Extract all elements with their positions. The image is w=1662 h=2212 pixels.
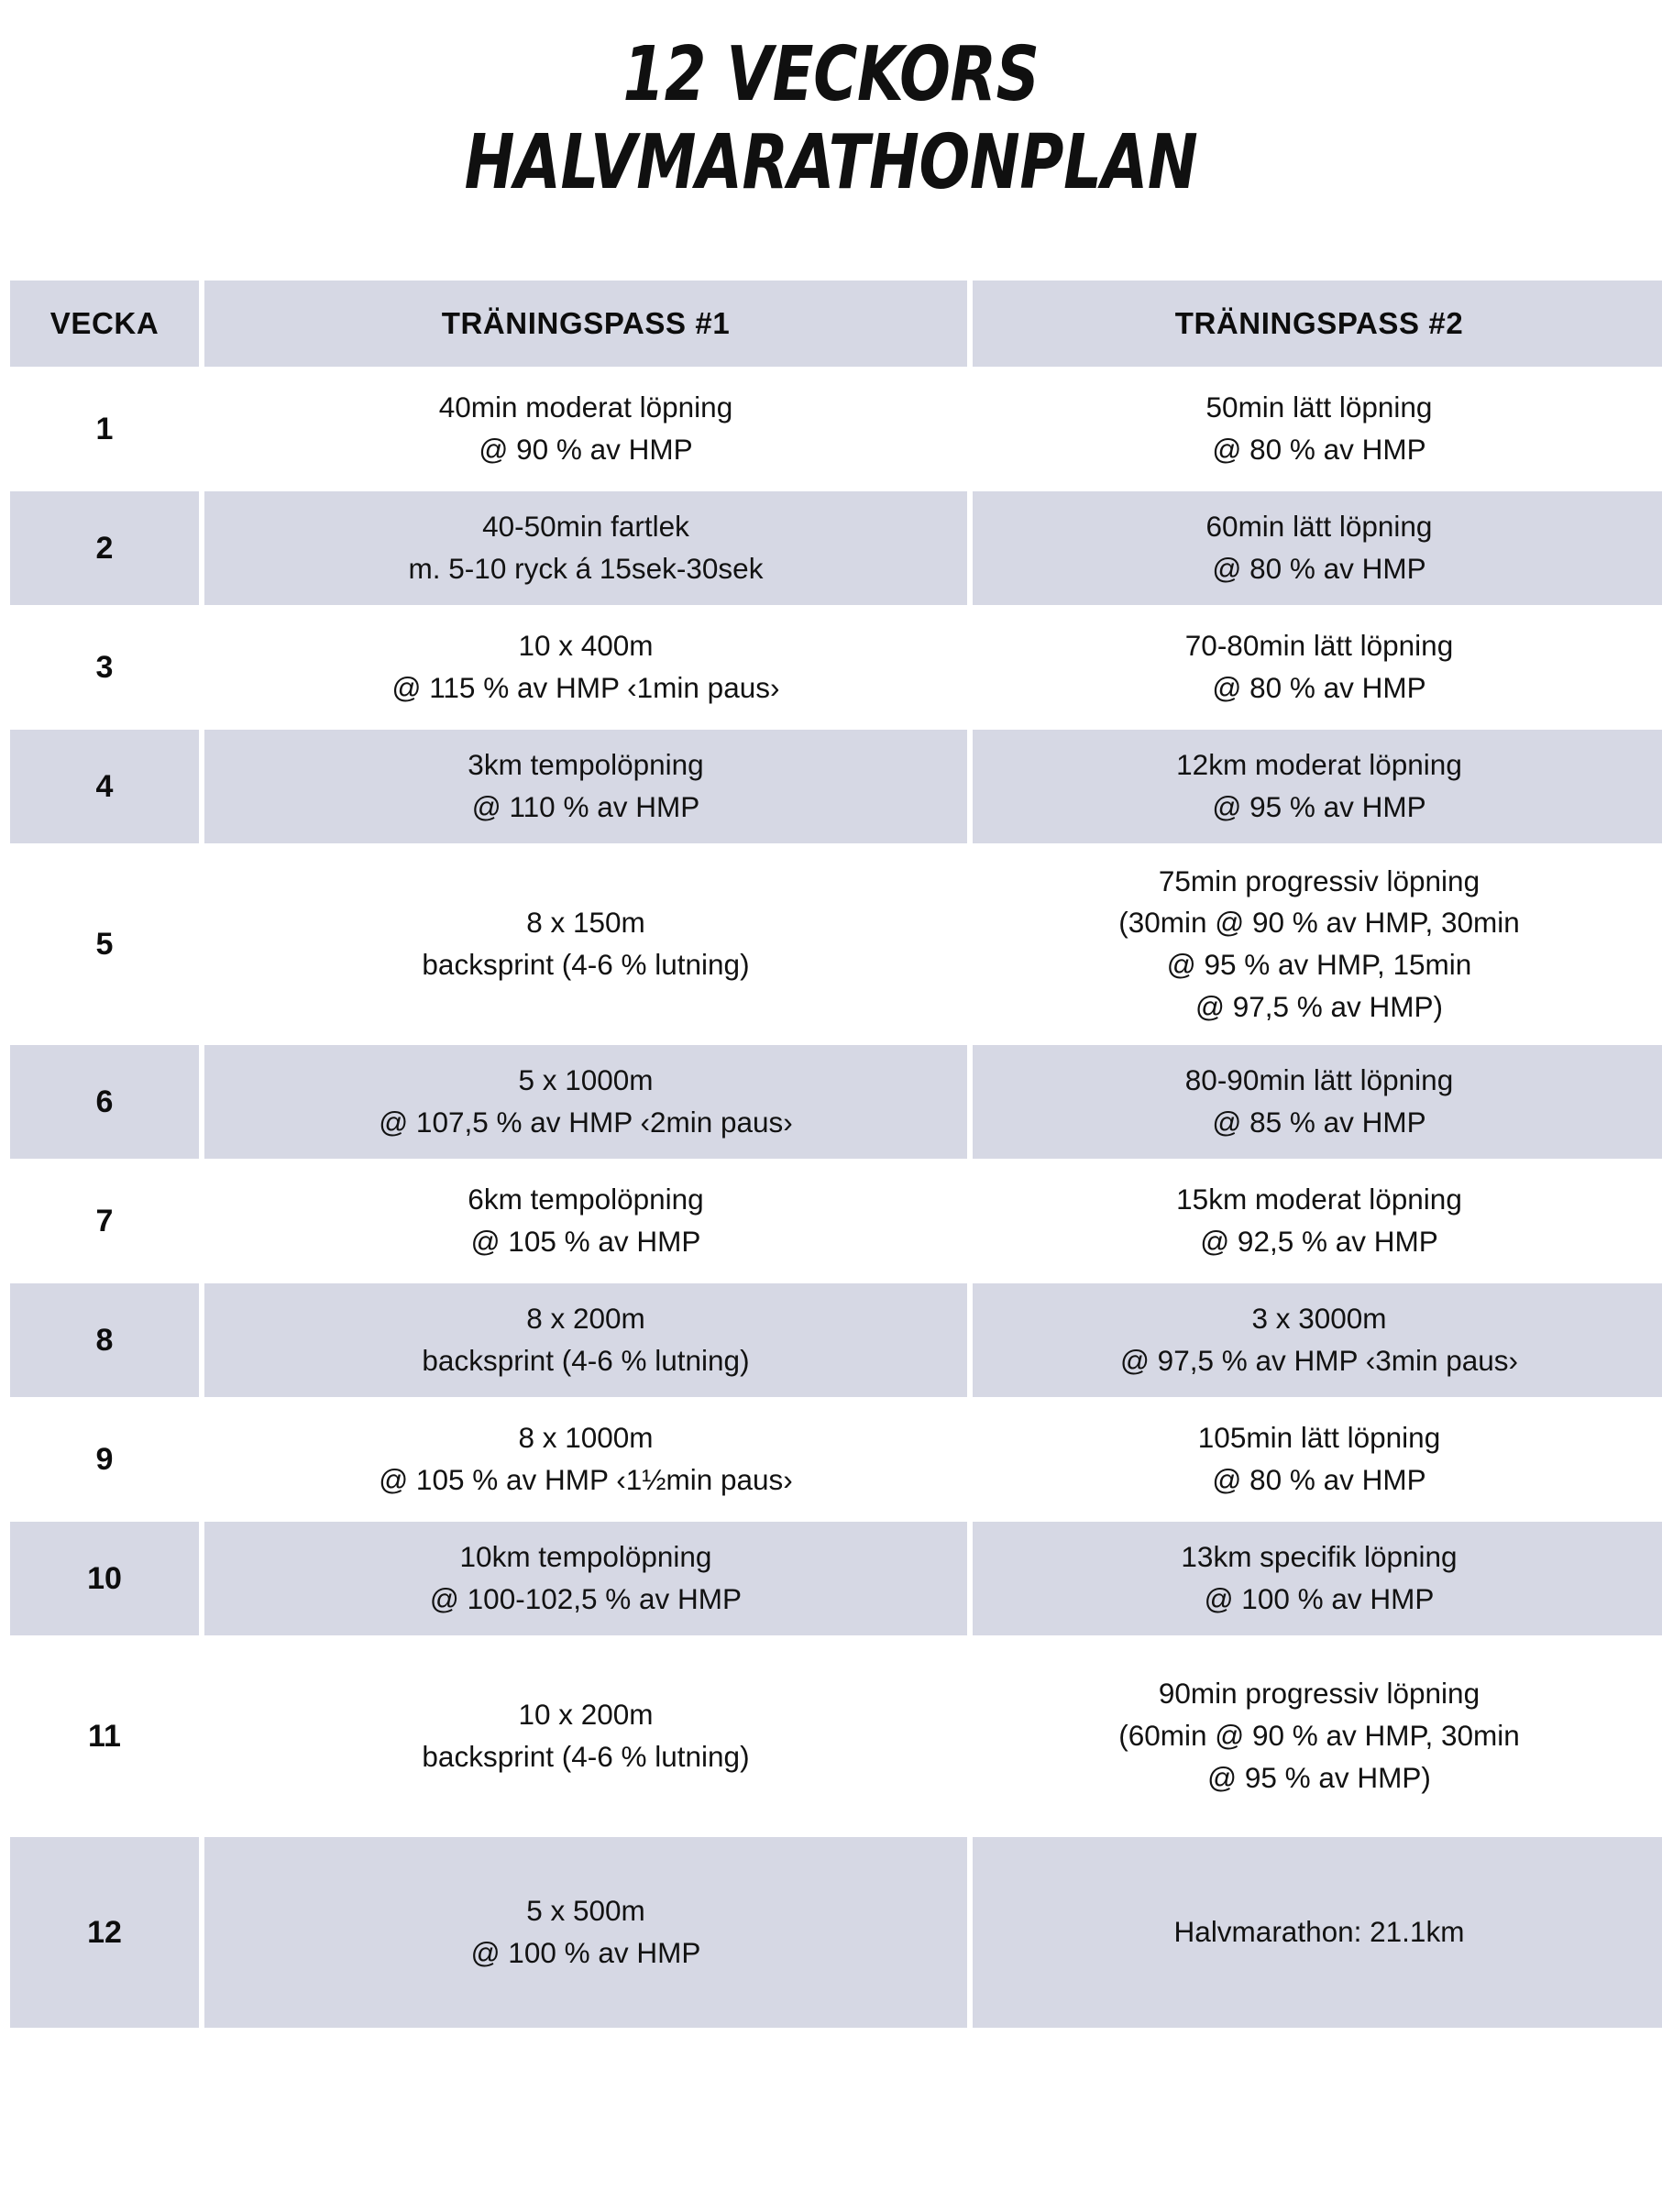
table-row xyxy=(10,1641,1662,1832)
training-plan-table xyxy=(5,275,1662,2033)
table-row xyxy=(10,1522,1662,1635)
session-line: 75min progressiv löpning xyxy=(1158,864,1480,897)
session-line: 40-50min fartlek xyxy=(482,510,689,544)
session-line: @ 100-102,5 % av HMP xyxy=(429,1582,743,1615)
session-line: (60min @ 90 % av HMP, 30min xyxy=(1118,1719,1520,1753)
session-2-cell xyxy=(973,491,1662,605)
session-line: @ 80 % av HMP xyxy=(1212,671,1426,704)
session-line: @ 90 % av HMP xyxy=(479,433,693,466)
table-row xyxy=(10,1164,1662,1278)
week-number-cell: 10 xyxy=(10,1522,199,1635)
session-1-cell xyxy=(204,1283,967,1397)
page-title xyxy=(0,31,1662,207)
table-row xyxy=(10,849,1662,1040)
session-1-cell xyxy=(204,611,967,724)
session-line: 80-90min lätt löpning xyxy=(1184,1063,1454,1097)
session-line: 8 x 150m xyxy=(526,906,645,940)
week-number-cell: 6 xyxy=(10,1045,199,1159)
session-line: @ 95 % av HMP xyxy=(1212,790,1426,823)
session-1-cell xyxy=(204,1837,967,2028)
session-line: 6km tempolöpning xyxy=(468,1183,704,1216)
session-line: @ 115 % av HMP ‹1min paus› xyxy=(391,671,780,704)
session-2-cell xyxy=(973,849,1662,1040)
table-row xyxy=(10,372,1662,486)
session-line: 60min lätt löpning xyxy=(1205,510,1433,544)
session-2-cell xyxy=(973,1283,1662,1397)
session-line: backsprint (4-6 % lutning) xyxy=(422,948,750,981)
session-line: @ 110 % av HMP xyxy=(471,790,700,823)
table-row xyxy=(10,730,1662,843)
session-line: 5 x 500m xyxy=(526,1894,645,1928)
session-line: @ 107,5 % av HMP ‹2min paus› xyxy=(379,1106,793,1139)
table-row xyxy=(10,1403,1662,1516)
session-1-cell xyxy=(204,1164,967,1278)
week-number-cell: 8 xyxy=(10,1283,199,1397)
week-number-cell: 2 xyxy=(10,491,199,605)
session-1-cell xyxy=(204,491,967,605)
page-title-line-1: 12 VECKORS xyxy=(622,31,1040,118)
table-row xyxy=(10,1283,1662,1397)
session-1-cell xyxy=(204,1641,967,1832)
session-2-cell xyxy=(973,1164,1662,1278)
session-2-cell xyxy=(973,1837,1662,2028)
session-line: @ 80 % av HMP xyxy=(1212,433,1426,466)
session-1-cell xyxy=(204,730,967,843)
column-header-session-2: TRÄNINGSPASS #2 xyxy=(973,281,1662,367)
session-line: 10 x 200m xyxy=(518,1698,654,1732)
table-row xyxy=(10,1837,1662,2028)
session-line: 105min lätt löpning xyxy=(1197,1421,1441,1455)
session-line: (30min @ 90 % av HMP, 30min xyxy=(1118,906,1520,940)
week-number-cell: 9 xyxy=(10,1403,199,1516)
table-header xyxy=(10,281,1662,367)
session-2-cell xyxy=(973,730,1662,843)
session-line: Halvmarathon: 21.1km xyxy=(1173,1915,1465,1949)
table-body xyxy=(10,372,1662,2028)
session-line: 15km moderat löpning xyxy=(1176,1183,1462,1216)
session-line: @ 97,5 % av HMP) xyxy=(1194,989,1444,1023)
column-header-session-1: TRÄNINGSPASS #1 xyxy=(204,281,967,367)
session-line: @ 80 % av HMP xyxy=(1212,1463,1426,1496)
week-number-cell: 3 xyxy=(10,611,199,724)
session-2-cell xyxy=(973,1403,1662,1516)
session-2-cell xyxy=(973,611,1662,724)
session-line: 70-80min lätt löpning xyxy=(1184,629,1454,663)
session-line: 8 x 200m xyxy=(526,1302,645,1336)
page-title-line-2: HALVMARATHONPLAN xyxy=(464,118,1198,206)
table-row xyxy=(10,1045,1662,1159)
session-line: @ 105 % av HMP ‹1½min paus› xyxy=(379,1463,793,1496)
session-1-cell xyxy=(204,372,967,486)
week-number-cell: 1 xyxy=(10,372,199,486)
session-line: 3 x 3000m xyxy=(1251,1302,1387,1336)
session-line: 12km moderat löpning xyxy=(1176,748,1462,782)
session-line: @ 100 % av HMP xyxy=(470,1936,701,1969)
week-number-cell: 11 xyxy=(10,1641,199,1832)
session-line: 40min moderat löpning xyxy=(438,391,733,424)
table-row xyxy=(10,491,1662,605)
session-1-cell xyxy=(204,1045,967,1159)
session-line: @ 85 % av HMP xyxy=(1212,1106,1426,1139)
session-line: @ 95 % av HMP, 15min xyxy=(1166,948,1472,981)
session-line: backsprint (4-6 % lutning) xyxy=(422,1740,750,1773)
session-line: 13km specifik löpning xyxy=(1181,1540,1458,1574)
week-number-cell: 5 xyxy=(10,849,199,1040)
session-2-cell xyxy=(973,1641,1662,1832)
session-line: 10km tempolöpning xyxy=(459,1540,712,1574)
column-header-week: VECKA xyxy=(10,281,199,367)
session-line: 50min lätt löpning xyxy=(1205,391,1433,424)
session-line: 5 x 1000m xyxy=(518,1063,654,1097)
table-header-row xyxy=(10,281,1662,367)
session-line: 8 x 1000m xyxy=(518,1421,654,1455)
session-line: @ 105 % av HMP xyxy=(470,1225,701,1258)
session-2-cell xyxy=(973,372,1662,486)
session-line: 3km tempolöpning xyxy=(468,748,704,782)
session-line: @ 92,5 % av HMP xyxy=(1200,1225,1438,1258)
table-row xyxy=(10,611,1662,724)
session-line: @ 80 % av HMP xyxy=(1212,552,1426,585)
session-line: m. 5-10 ryck á 15sek-30sek xyxy=(408,552,764,585)
session-line: 10 x 400m xyxy=(518,629,654,663)
week-number-cell: 4 xyxy=(10,730,199,843)
week-number-cell: 12 xyxy=(10,1837,199,2028)
session-2-cell xyxy=(973,1045,1662,1159)
session-line: @ 97,5 % av HMP ‹3min paus› xyxy=(1119,1344,1519,1377)
session-line: @ 100 % av HMP xyxy=(1204,1582,1435,1615)
session-1-cell xyxy=(204,1403,967,1516)
session-line: backsprint (4-6 % lutning) xyxy=(422,1344,750,1377)
session-line: 90min progressiv löpning xyxy=(1158,1677,1480,1711)
session-2-cell xyxy=(973,1522,1662,1635)
session-line: @ 95 % av HMP) xyxy=(1207,1760,1431,1794)
week-number-cell: 7 xyxy=(10,1164,199,1278)
session-1-cell xyxy=(204,849,967,1040)
session-1-cell xyxy=(204,1522,967,1635)
